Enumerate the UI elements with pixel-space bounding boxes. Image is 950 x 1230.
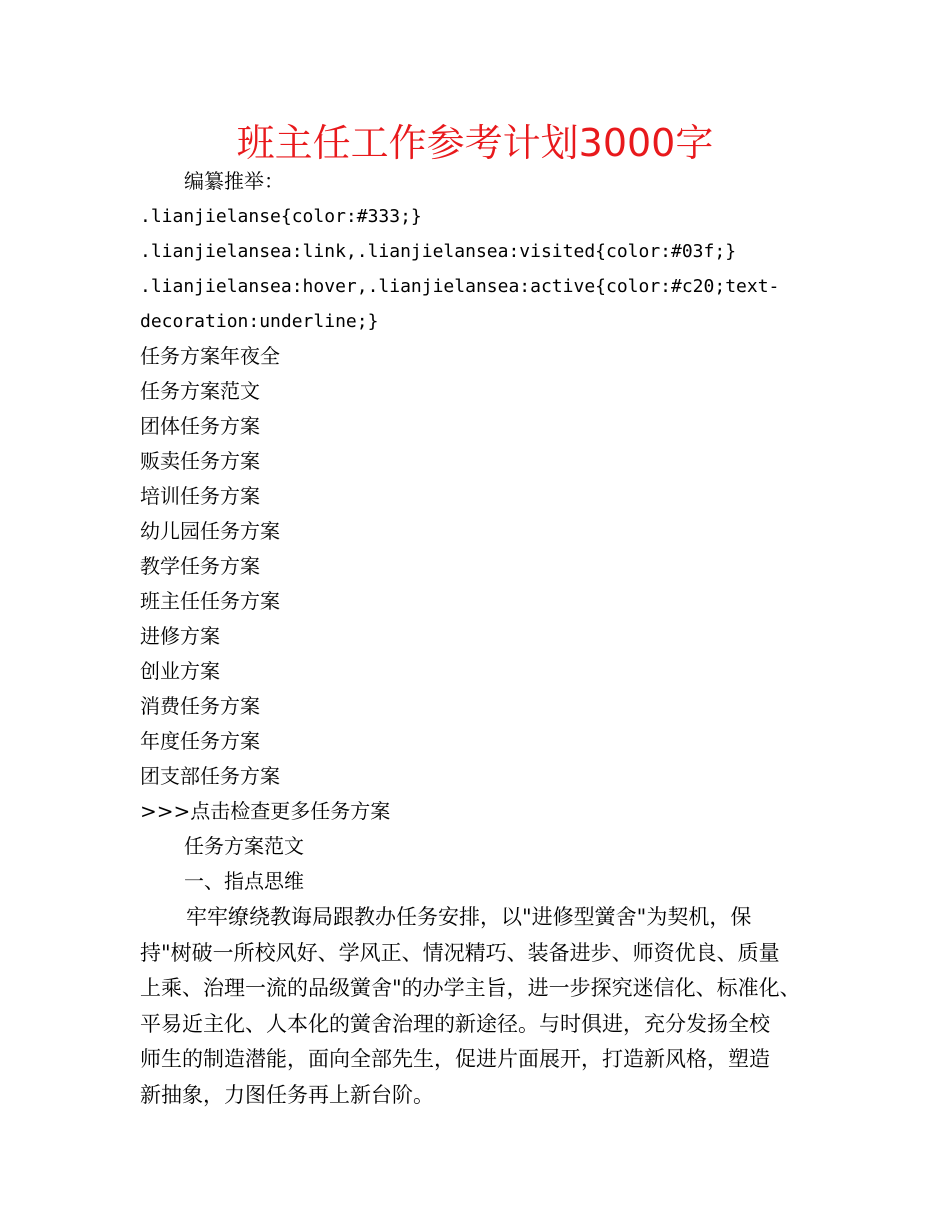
paragraph-line: 师生的制造潜能，面向全部先生，促进片面展开，打造新风格，塑造 [140,1047,770,1071]
paragraph-line: 牢牢缭绕教诲局跟教办任务安排，以"进修型黉舍"为契机，保 [186,905,752,929]
link-item[interactable]: 培训任务方案 [140,484,260,508]
more-link[interactable]: >>>点击检查更多任务方案 [140,799,391,823]
css-line: decoration:underline;} [140,311,379,332]
link-item[interactable]: 任务方案年夜全 [140,344,280,368]
css-line: .lianjielansea:hover,.lianjielansea:active{color:#c20;text- [140,276,780,297]
link-item[interactable]: 团体任务方案 [140,414,260,438]
link-item[interactable]: 消费任务方案 [140,694,260,718]
section-title: 任务方案范文 [184,834,304,858]
link-item[interactable]: 年度任务方案 [140,729,260,753]
link-item[interactable]: 任务方案范文 [140,379,260,403]
document-title: 班主任工作参考计划3000字 [236,121,714,165]
paragraph-line: 上乘、治理一流的品级黉舍"的办学主旨，进一步探究迷信化、标准化、 [140,976,801,1000]
link-item[interactable]: 班主任任务方案 [140,589,280,613]
paragraph-line: 持"树破一所校风好、学风正、情况精巧、装备进步、师资优良、质量 [140,940,780,965]
paragraph-line: 平易近主化、人本化的黉舍治理的新途径。与时俱进，充分发扬全校 [140,1011,770,1036]
link-item[interactable]: 进修方案 [140,624,220,648]
link-item[interactable]: 团支部任务方案 [140,764,280,788]
link-item[interactable]: 贩卖任务方案 [140,449,260,473]
link-item[interactable]: 教学任务方案 [140,554,260,578]
css-line: .lianjielansea:link,.lianjielansea:visited{color:#03f;} [140,241,737,262]
paragraph-line: 新抽象，力图任务再上新台阶。 [140,1082,434,1107]
section-heading: 一、指点思维 [184,869,304,893]
body-paragraph [140,900,840,1113]
css-line: .lianjielanse{color:#333;} [140,206,422,227]
document-body [140,164,840,1113]
link-item[interactable]: 创业方案 [140,659,220,683]
recommend-label: 编纂推举： [184,169,284,193]
link-item[interactable]: 幼儿园任务方案 [140,519,280,543]
